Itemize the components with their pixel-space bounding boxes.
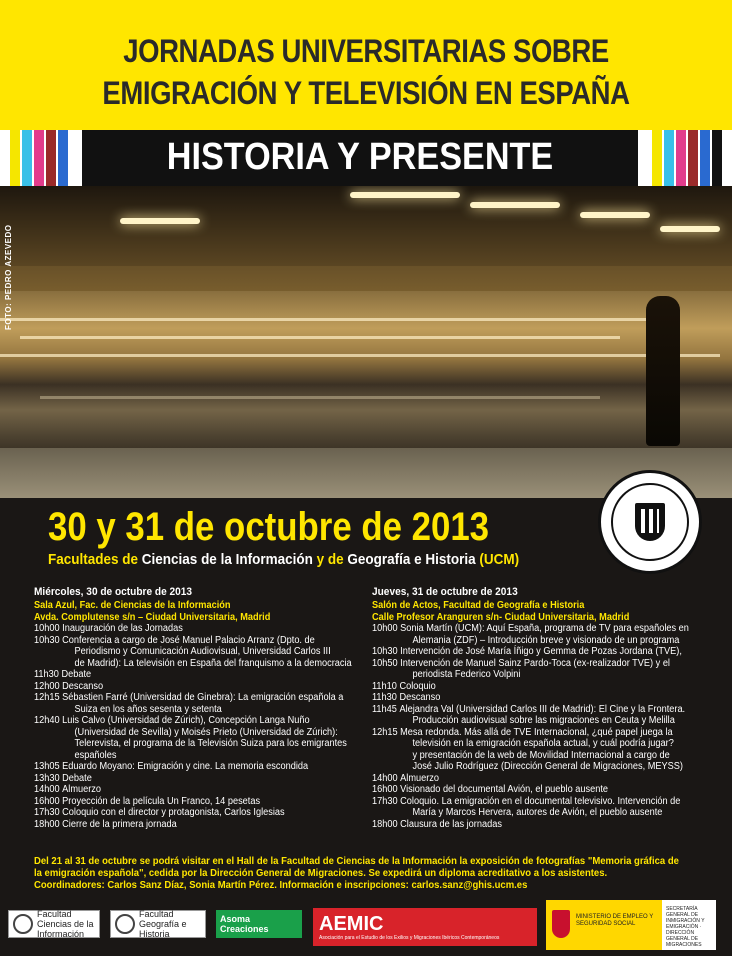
program-event — [372, 704, 712, 716]
program-event — [372, 646, 712, 658]
ceiling-light — [120, 218, 200, 224]
day1-address: Avda. Complutense s/n – Ciudad Universitaria, Madrid — [34, 611, 271, 623]
color-stripe — [652, 130, 662, 186]
program-event — [372, 761, 712, 773]
program-event — [34, 727, 362, 739]
motion-streak — [20, 336, 620, 339]
event-time: 12h00 — [34, 680, 63, 692]
event-time: 18h00 — [34, 818, 63, 830]
color-stripe — [700, 130, 710, 186]
motion-streak — [40, 396, 600, 399]
event-description: Descanso — [62, 680, 104, 692]
event-description: Conferencia a cargo de José Manuel Palacio Arranz (Dpto. de — [62, 634, 315, 646]
event-description: Eduardo Moyano: Emigración y cine. La memoria escondida — [62, 761, 309, 772]
event-description: Periodismo y Comunicación Audiovisual, Universidad Carlos III — [74, 646, 331, 657]
program-event — [34, 796, 362, 808]
program-event — [372, 692, 712, 704]
day2-location: Salón de Actos, Facultad de Geografía e Historia — [372, 600, 585, 611]
event-description: Almuerzo — [62, 784, 102, 795]
color-stripe — [712, 130, 722, 186]
ceiling-light — [660, 226, 720, 232]
logo-ministry — [546, 900, 716, 950]
ministry-label: MINISTERIO DE EMPLEO Y SEGURIDAD SOCIAL — [576, 914, 654, 927]
spain-crest-icon — [552, 910, 570, 938]
event-time: 12h40 — [34, 715, 63, 726]
event-venue — [48, 550, 552, 570]
color-stripe — [58, 130, 68, 186]
event-description: Mesa redonda. Más allá de TVE Internacional, ¿qué papel juega la — [400, 726, 673, 738]
program-event — [372, 784, 712, 796]
event-description: y presentación de la web de Movilidad Internacional a cargo de — [412, 749, 670, 761]
logo-aemic — [313, 908, 537, 946]
event-description: Telerevista, el programa de la Televisión Suiza para los emigrantes — [74, 738, 347, 749]
venue-part: Geografía e Historia — [347, 551, 476, 568]
event-description: Proyección de la película Un Franco, 14 pesetas — [62, 795, 261, 807]
faculty-emblem-icon — [13, 914, 33, 934]
train-photo — [0, 186, 732, 498]
event-description: Luis Calvo (Universidad de Zúrich), Concepción Langa Nuño — [62, 715, 310, 726]
event-date: 30 y 31 de octubre de 2013 — [48, 505, 490, 549]
program-event — [372, 669, 712, 681]
program-event — [34, 681, 362, 693]
event-description: Suiza en los años sesenta y setenta — [74, 703, 222, 715]
color-stripe — [640, 130, 650, 186]
program-event — [34, 715, 362, 727]
day1-location: Sala Azul, Fac. de Ciencias de la Información — [34, 600, 231, 611]
event-time: 16h00 — [372, 784, 401, 795]
program-event — [372, 727, 712, 739]
venue-part: Ciencias de la Información — [141, 551, 313, 568]
program-event — [34, 738, 362, 750]
event-time: 13h30 — [34, 772, 63, 784]
event-time: 12h15 — [34, 692, 63, 703]
event-time: 11h45 — [372, 703, 400, 715]
program-event — [34, 761, 362, 773]
photo-credit: FOTO: PEDRO AZEVEDO — [4, 224, 13, 330]
poster-title: JORNADAS UNIVERSITARIAS SOBRE EMIGRACIÓN Y TELEVISIÓN EN ESPAÑA — [102, 33, 630, 111]
logo-asoma-label: Asoma Creaciones — [220, 914, 269, 934]
ministry-right-label: SECRETARÍA GENERAL DE INMIGRACIÓN Y EMIGRACIÓN · DIRECCIÓN GENERAL DE MIGRACIONES — [666, 906, 705, 948]
program-event — [372, 681, 712, 693]
program-event — [34, 784, 362, 796]
logo-asoma — [216, 910, 302, 938]
event-description: Alemania (ZDF) – Introducción breve y visionado de un programa — [412, 634, 680, 646]
color-stripe — [688, 130, 698, 186]
color-stripe — [0, 130, 10, 186]
event-time: 16h00 — [34, 795, 63, 807]
event-time: 10h00 — [372, 623, 401, 634]
event-description: Coloquio con el director y protagonista, Carlos Iglesias — [62, 807, 285, 818]
day1-title: Miércoles, 30 de octubre de 2013 — [34, 586, 193, 598]
program-event — [372, 715, 712, 727]
event-description: (Universidad de Sevilla) y Moisés Prieto (Universidad de Zúrich): — [74, 726, 338, 738]
poster-header — [0, 0, 732, 130]
program-event — [34, 819, 362, 831]
event-time: 13h05 — [34, 761, 63, 772]
event-description: Sébastien Farré (Universidad de Ginebra): La emigración española a — [62, 692, 344, 703]
event-description: Visionado del documental Avión, el pueblo ausente — [400, 784, 608, 795]
program-event — [372, 750, 712, 762]
day2-title: Jueves, 31 de octubre de 2013 — [372, 586, 518, 598]
event-description: Producción audiovisual sobre las migraciones en Ceuta y Melilla — [412, 715, 675, 726]
event-description: Intervención de José María Íñigo y Gemma de Pozas Jordana (TVE), — [400, 646, 682, 657]
color-stripe — [10, 130, 20, 186]
event-description: Coloquio. La emigración en el documental televisivo. Intervención de — [400, 795, 681, 807]
color-stripe — [676, 130, 686, 186]
blurred-train — [0, 291, 732, 461]
photo-ceiling — [0, 186, 732, 266]
event-description: Intervención de Manuel Sainz Pardo-Toca (ex-realizador TVE) y el — [400, 657, 670, 669]
seal-shield — [635, 503, 665, 541]
faculty-emblem-icon — [115, 914, 135, 934]
event-time: 11h10 — [372, 680, 400, 692]
program-day1 — [34, 586, 362, 830]
event-time: 10h30 — [372, 646, 401, 657]
event-description: María y Marcos Hervera, autores de Avión, el pueblo ausente — [412, 807, 663, 818]
program-event — [34, 807, 362, 819]
program-event — [372, 658, 712, 670]
event-description: de Madrid): La televisión en España del franquismo a la democracia — [74, 657, 352, 669]
logo-fgh-label: Facultad Geografía e Historia — [139, 909, 187, 939]
motion-streak — [0, 318, 650, 321]
logo-fgh — [110, 910, 206, 938]
program-event — [34, 704, 362, 716]
program-event — [34, 646, 362, 658]
event-time: 10h50 — [372, 657, 401, 669]
day1-events — [34, 623, 362, 830]
event-description: José Julio Rodríguez (Dirección General de Migraciones, MEYSS) — [412, 761, 683, 772]
logo-fci — [8, 910, 100, 938]
color-stripe — [664, 130, 674, 186]
program-event — [34, 750, 362, 762]
standing-woman — [646, 296, 680, 446]
event-description: Almuerzo — [400, 772, 440, 784]
event-description: periodista Federico Volpini — [412, 669, 521, 680]
event-description: Debate — [61, 669, 92, 680]
event-description: españoles — [74, 749, 117, 761]
event-description: Cierre de la primera jornada — [62, 818, 177, 830]
logo-aemic-title: AEMIC — [319, 913, 384, 935]
venue-part: y de — [312, 551, 348, 568]
event-time: 17h30 — [34, 807, 63, 818]
event-time: 11h30 — [372, 692, 400, 703]
logo-fci-label: Facultad Ciencias de la Información — [37, 909, 94, 939]
program-event — [372, 796, 712, 808]
event-description: Inauguración de las Jornadas — [62, 623, 183, 634]
program-day2 — [372, 586, 712, 830]
program-event — [372, 819, 712, 831]
venue-part: Facultades de — [48, 551, 142, 568]
event-description: Alejandra Val (Universidad Carlos III de Madrid): El Cine y la Frontera. — [399, 703, 686, 715]
logo-aemic-sub: Asociación para el Estudio de los Exilios y Migraciones Ibéricos Contemporáneos — [319, 935, 500, 941]
seal-ring — [611, 483, 689, 561]
program-event — [372, 807, 712, 819]
program-event — [372, 773, 712, 785]
program-event — [34, 623, 362, 635]
motion-streak — [0, 354, 720, 357]
event-description: Coloquio — [399, 680, 436, 692]
venue-part: (UCM) — [475, 551, 520, 568]
day2-address: Calle Profesor Aranguren s/n- Ciudad Universitaria, Madrid — [372, 611, 630, 623]
event-description: Debate — [62, 772, 92, 784]
program-event — [34, 658, 362, 670]
event-time: 10h00 — [34, 623, 63, 634]
event-time: 10h30 — [34, 634, 63, 646]
event-time: 14h00 — [34, 784, 63, 795]
ceiling-light — [470, 202, 560, 208]
color-stripe — [22, 130, 32, 186]
event-time: 12h15 — [372, 726, 401, 738]
ucm-seal-icon — [598, 470, 702, 574]
program-event — [372, 623, 712, 635]
poster-subtitle: HISTORIA Y PRESENTE — [166, 136, 554, 178]
program-event — [34, 692, 362, 704]
event-time: 11h30 — [34, 669, 62, 680]
day2-events — [372, 623, 712, 830]
program-event — [34, 635, 362, 647]
program-event — [34, 669, 362, 681]
event-description: Descanso — [399, 692, 441, 703]
event-time: 14h00 — [372, 772, 401, 784]
program-event — [34, 773, 362, 785]
program-event — [372, 738, 712, 750]
event-description: televisión en la emigración española actual, y cuál podría jugar? — [412, 738, 674, 749]
event-description: Clausura de las jornadas — [400, 818, 502, 830]
ceiling-light — [580, 212, 650, 218]
color-stripe — [34, 130, 44, 186]
footer-info: Del 21 al 31 de octubre se podrá visitar en el Hall de la Facultad de Ciencias de la Información la exposición de fotografías "Memoria gráfica de la emigración española", cedida por la Dirección General de Migraciones. Se expedirá un diploma acreditativo a los asistentes. Coordinadores: Carlos Sanz Díaz, Sonia Martín Pérez. Información e inscripciones: carlos.sanz@ghis.ucm.es — [34, 856, 679, 891]
event-time: 17h30 — [372, 795, 401, 807]
event-time: 18h00 — [372, 818, 401, 830]
event-description: Sonia Martín (UCM): Aquí España, programa de TV para españoles en — [400, 623, 689, 634]
program-event — [372, 635, 712, 647]
ceiling-light — [350, 192, 460, 198]
color-stripe — [46, 130, 56, 186]
